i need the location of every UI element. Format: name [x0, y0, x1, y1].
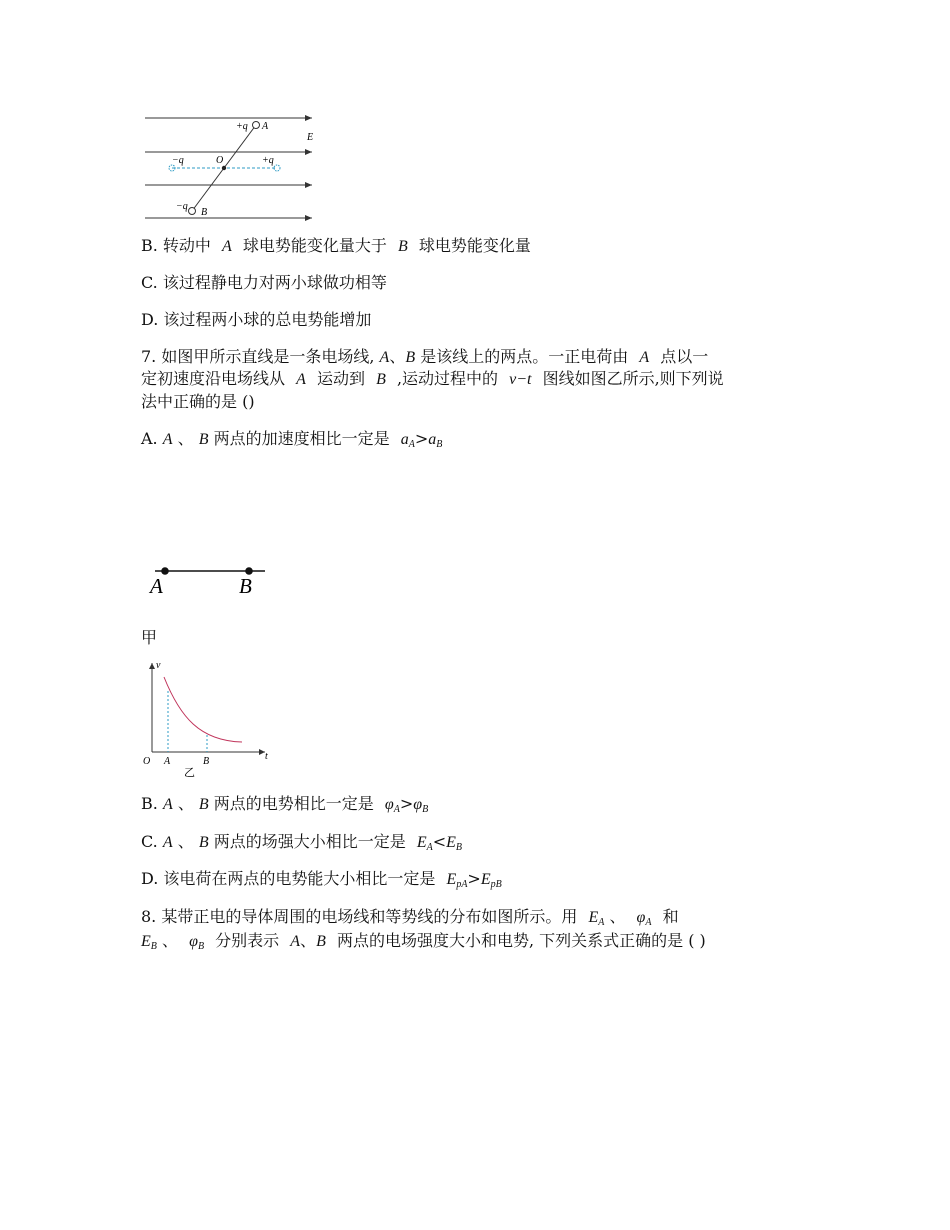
label-plus-q-right: +q	[262, 155, 274, 166]
figure-jia-field-line	[145, 560, 275, 602]
axis-label-v: v	[156, 660, 161, 671]
label-minus-q-left: −q	[172, 155, 184, 166]
q7-stem-line-1: 7. 如图甲所示直线是一条电场线, A、B 是该线上的两点。一正电荷由 A 点以一	[141, 347, 709, 366]
label-o: O	[216, 155, 224, 166]
figure-jia-caption: 甲	[141, 628, 158, 647]
label-e: E	[307, 132, 314, 143]
label-minus-q-b: −q	[176, 201, 188, 212]
label-a: A	[262, 121, 269, 132]
ball-a	[253, 122, 260, 129]
pivot-o	[222, 166, 226, 170]
vt-curve	[164, 677, 242, 742]
point-b-label: B	[239, 574, 252, 598]
figure-yi-vt-graph	[140, 655, 280, 780]
q6-option-d: D. 该过程两小球的总电势能增加	[141, 310, 372, 329]
q7-option-a: A. A 、 B 两点的加速度相比一定是 $a_A>a_B$	[141, 429, 443, 450]
q6-option-c: C. 该过程静电力对两小球做功相等	[141, 273, 387, 292]
q6-option-b: B. 转动中 A 球电势能变化量大于 B 球电势能变化量	[141, 236, 531, 255]
ball-b	[189, 208, 196, 215]
q7-stem-line-2: 定初速度沿电场线从 A 运动到 B ,运动过程中的 v−t 图线如图乙所示,则下列说	[141, 369, 724, 388]
tick-label-a: A	[164, 756, 171, 767]
tick-label-b: B	[203, 756, 210, 767]
q7-stem-line-3: 法中正确的是 ()	[141, 392, 255, 411]
q8-stem-line-2: $E_B$ 、 $\varphi_B$ 分别表示 A、B 两点的电场强度大小和电势, 下列关系式正确的是 ( )	[141, 931, 706, 952]
label-b: B	[201, 207, 208, 218]
point-a-label: A	[150, 574, 163, 598]
axis-label-t: t	[265, 751, 268, 762]
figure-yi-caption: 乙	[184, 766, 195, 779]
q8-stem-line-1: 8. 某带正电的导体周围的电场线和等势线的分布如图所示。用 $E_A$ 、 $\varphi_A$ 和	[141, 907, 679, 928]
q7-option-b: B. A 、 B 两点的电势相比一定是 $\varphi_A>\varphi_B$	[141, 794, 429, 815]
origin-label: O	[143, 756, 151, 767]
q7-option-d: D. 该电荷在两点的电势能大小相比一定是 $E_{pA}>E_{pB}$	[141, 869, 502, 890]
q7-option-c: C. A 、 B 两点的场强大小相比一定是 $E_A<E_B$	[141, 832, 463, 853]
label-plus-q-a: +q	[236, 121, 248, 132]
field-rotation-figure	[140, 110, 325, 225]
